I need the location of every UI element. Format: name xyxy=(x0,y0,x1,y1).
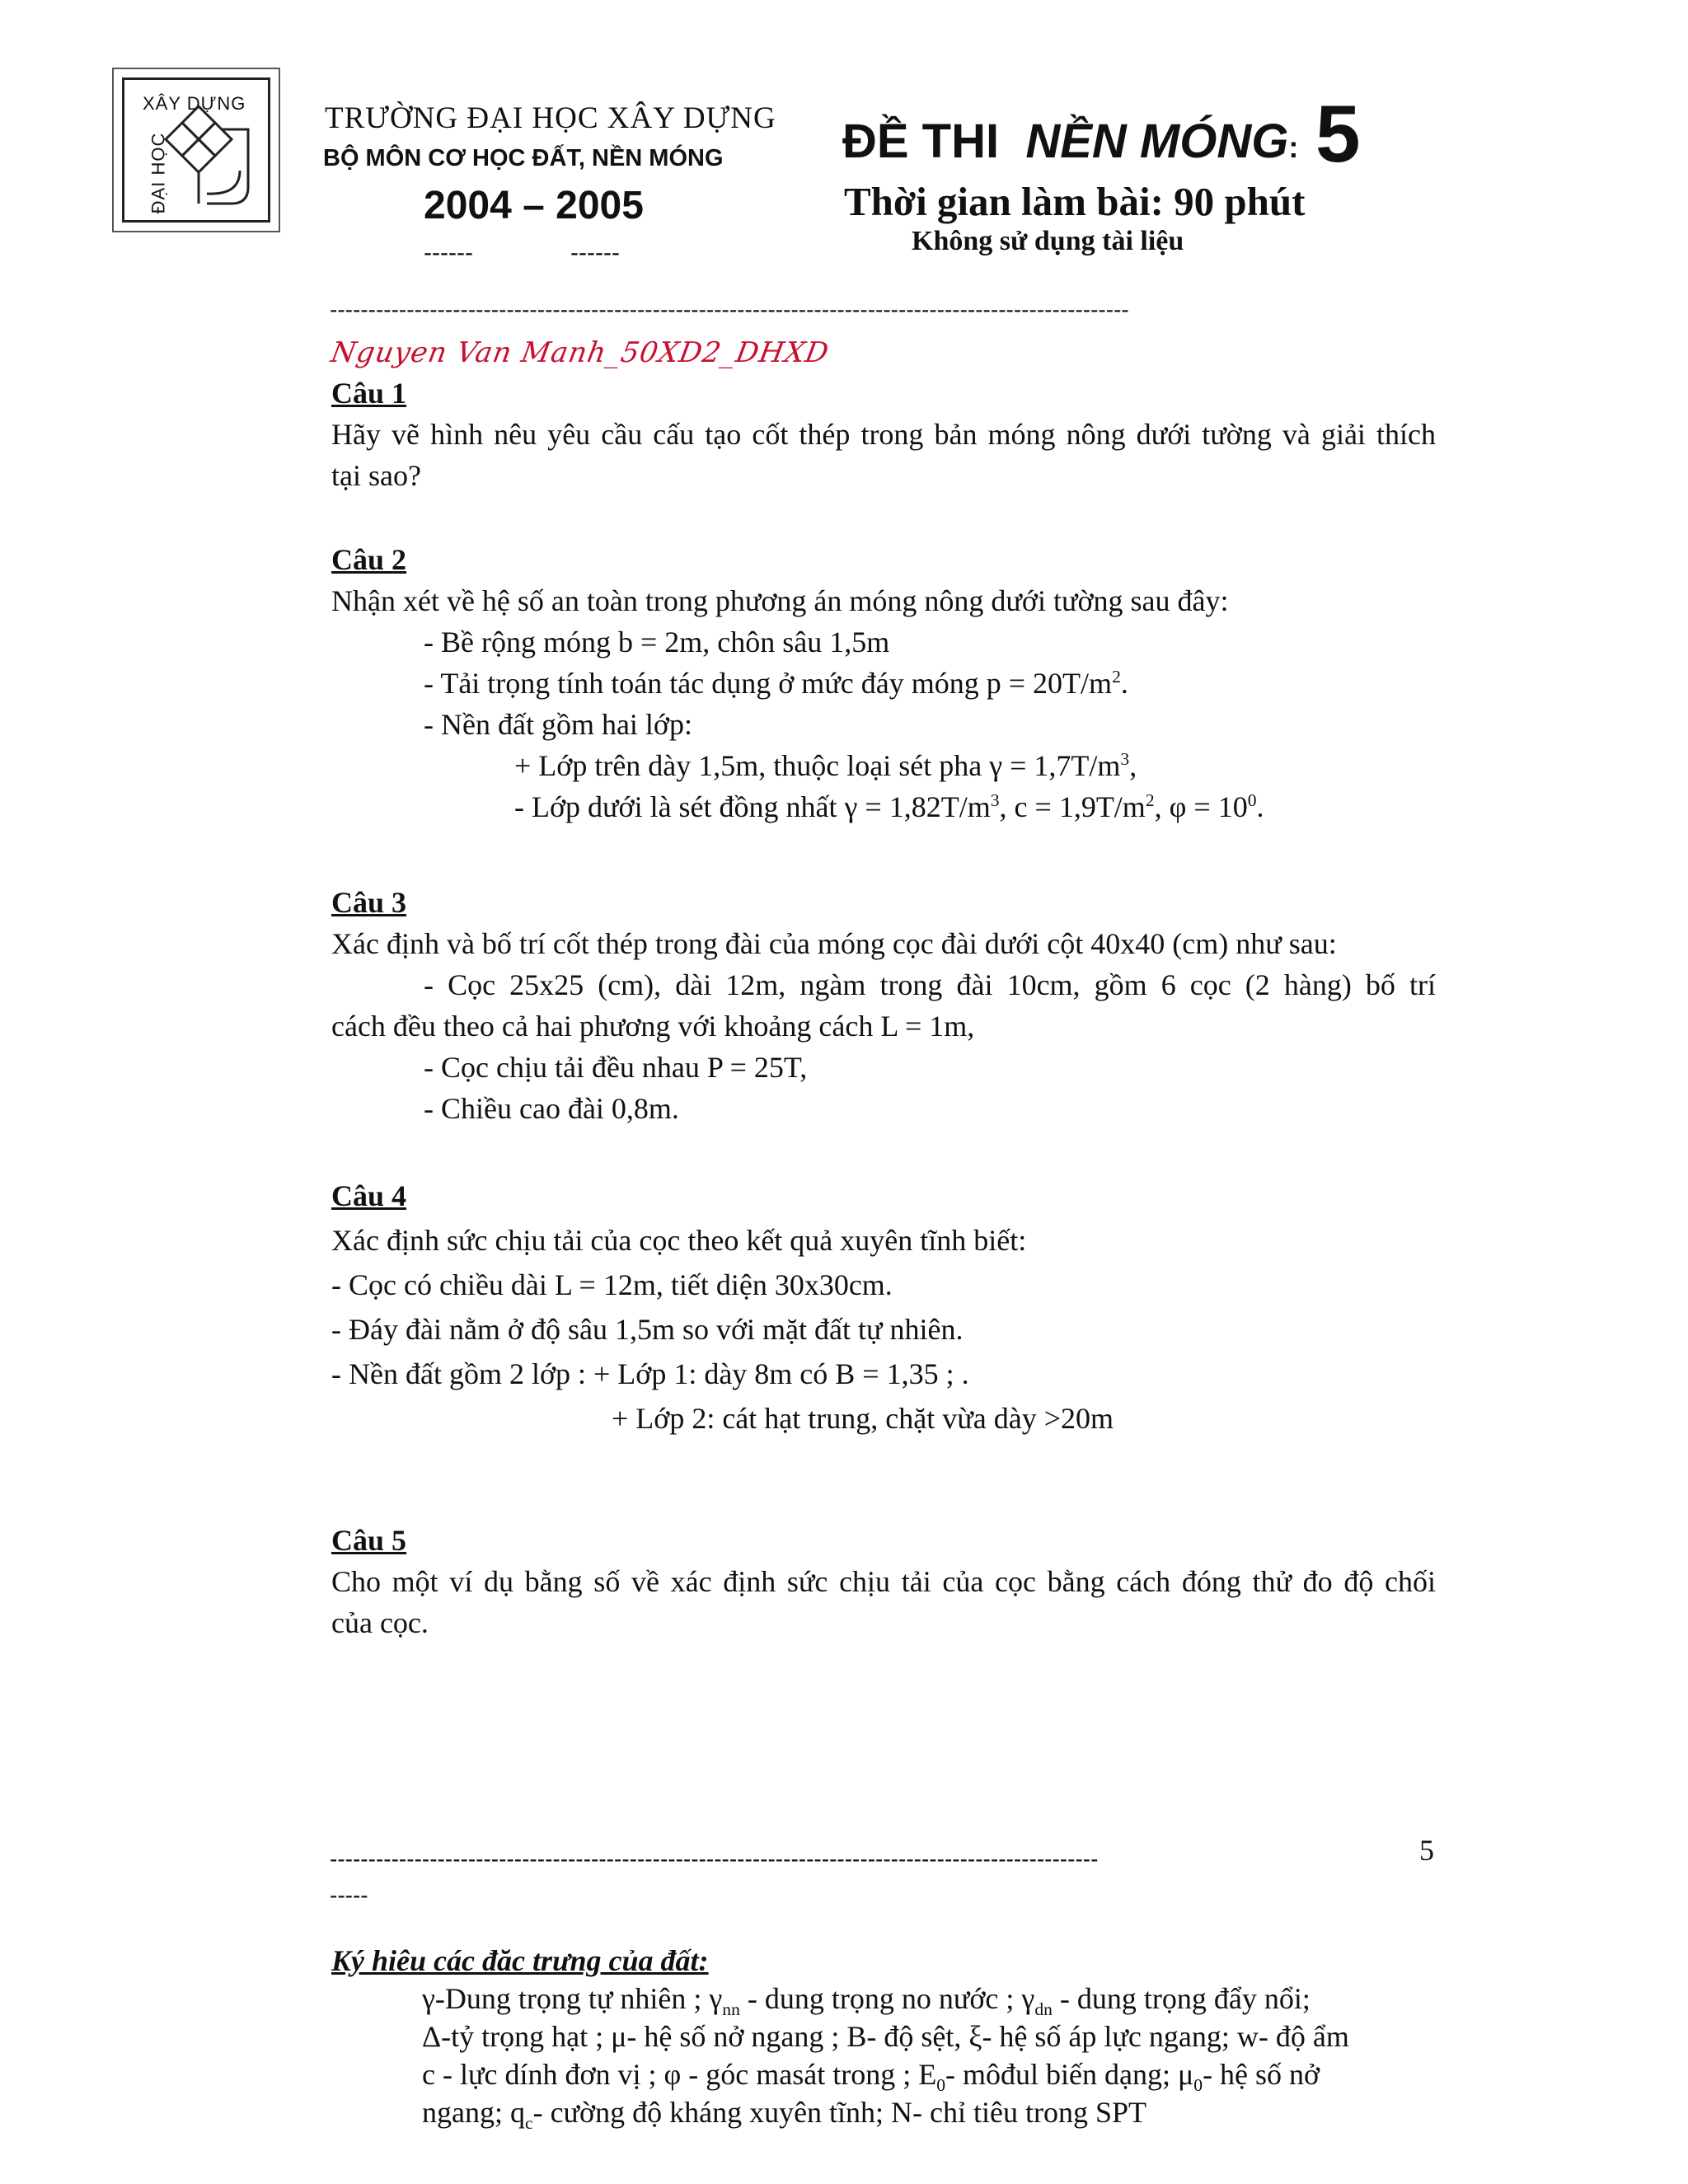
question-4-item-4: + Lớp 2: cát hạt trung, chặt vừa dày >20m xyxy=(612,1402,1114,1435)
question-2-item-1: - Bề rộng móng b = 2m, chôn sâu 1,5m xyxy=(424,626,890,658)
question-3-item-3: - Chiều cao đài 0,8m. xyxy=(424,1092,679,1125)
footer-separator: ---------------------------------------------------------------------------------------------------- xyxy=(330,1846,1099,1872)
question-2-layer-1-end: , xyxy=(1129,749,1137,782)
question-2-layer-2 xyxy=(331,786,1264,827)
logo-emblem-icon xyxy=(124,80,273,225)
question-2-layer-2-text-a: - Lớp dưới là sét đồng nhất γ = 1,82T/m xyxy=(514,790,991,823)
question-2-layer-2-end: . xyxy=(1256,790,1264,823)
exam-subject: NỀN MÓNG xyxy=(1025,115,1289,168)
legend-line-1-b: - dung trọng no nước ; γ xyxy=(739,1982,1035,2015)
question-2 xyxy=(331,539,1264,827)
exam-colon: : xyxy=(1288,130,1299,164)
question-2-title: Câu 2 xyxy=(331,543,407,576)
legend-line-4-sub: c xyxy=(524,2113,533,2134)
question-2-item-2-sup: 2 xyxy=(1112,667,1121,687)
question-2-layer-1-sup: 3 xyxy=(1120,749,1130,769)
legend-title: Ký hiêu các đăc trưng của đất: xyxy=(331,1944,709,1977)
legend-line-3-c: - hệ số nở xyxy=(1203,2058,1320,2091)
legend-line-1-a: γ-Dung trọng tự nhiên ; γ xyxy=(422,1982,723,2015)
logo-top-text: XÂY DỰNG xyxy=(143,93,246,114)
question-5-line-2: của cọc. xyxy=(331,1606,429,1639)
question-2-layer-2-sup-3: 0 xyxy=(1247,790,1257,810)
legend-line-4-a: ngang; q xyxy=(422,2096,525,2129)
question-2-layer-2-sup-2: 2 xyxy=(1145,790,1155,810)
school-name: TRƯỜNG ĐẠI HỌC XÂY DỰNG xyxy=(325,101,776,135)
university-logo xyxy=(112,68,280,232)
question-5-line-1: Cho một ví dụ bằng số về xác định sức chịu tải của cọc bằng cách đóng thử đo độ chối xyxy=(331,1565,1436,1598)
question-2-layer-1-text: + Lớp trên dày 1,5m, thuộc loại sét pha γ = 1,7T/m xyxy=(514,749,1121,782)
question-3 xyxy=(331,882,1436,1129)
legend-line-1-sub-1: nn xyxy=(722,1999,740,2020)
footer-separator-tail: ----- xyxy=(330,1882,368,1908)
question-2-layer-2-text-c: , φ = 10 xyxy=(1154,790,1248,823)
logo-side-text: ĐẠI HỌC xyxy=(148,132,169,214)
academic-year: 2004 – 2005 xyxy=(424,184,644,227)
question-2-layer-1 xyxy=(331,745,1264,786)
legend-line-4 xyxy=(422,2095,1147,2134)
legend-line-1 xyxy=(422,1981,1311,2020)
question-4-title: Câu 4 xyxy=(331,1179,407,1212)
exam-title xyxy=(842,114,1298,169)
question-2-item-2 xyxy=(331,663,1264,704)
legend-line-3-b: - môđul biến dạng; μ xyxy=(945,2058,1194,2091)
exam-number: 5 xyxy=(1315,88,1361,179)
question-4-item-2: - Đáy đài nằm ở độ sâu 1,5m so với mặt đất tự nhiên. xyxy=(331,1313,964,1346)
question-2-intro: Nhận xét về hệ số an toàn trong phương án móng nông dưới tường sau đây: xyxy=(331,584,1229,617)
question-1 xyxy=(331,373,1436,496)
exam-no-documents: Không sử dụng tài liệu xyxy=(912,226,1184,256)
question-2-item-3: - Nền đất gồm hai lớp: xyxy=(424,708,692,741)
legend-line-4-b: - cường độ kháng xuyên tĩnh; N- chỉ tiêu trong SPT xyxy=(532,2096,1147,2129)
legend-line-3-a: c - lực dính đơn vị ; φ - góc masát trong ; E xyxy=(422,2058,937,2091)
question-4-item-3: - Nền đất gồm 2 lớp : + Lớp 1: dày 8m có B = 1,35 ; . xyxy=(331,1357,969,1390)
question-3-item-2: - Cọc chịu tải đều nhau P = 25T, xyxy=(424,1051,808,1084)
exam-duration: Thời gian làm bài: 90 phút xyxy=(844,179,1306,224)
exam-prefix: ĐỀ THI xyxy=(842,115,1000,168)
header-separator: -------------------------------------------------------------------------------------------------------- xyxy=(330,297,1129,322)
question-5 xyxy=(331,1520,1436,1643)
page-number: 5 xyxy=(1419,1834,1434,1867)
question-4-item-1: - Cọc có chiều dài L = 12m, tiết diện 30x30cm. xyxy=(331,1268,893,1301)
question-3-item-1b: cách đều theo cả hai phương với khoảng cách L = 1m, xyxy=(331,1010,975,1043)
question-1-title: Câu 1 xyxy=(331,377,407,410)
logo-frame xyxy=(122,77,270,223)
question-2-layer-2-text-b: , c = 1,9T/m xyxy=(999,790,1146,823)
department-name: BỘ MÔN CƠ HỌC ĐẤT, NỀN MÓNG xyxy=(323,145,724,171)
question-1-line-1: Hãy vẽ hình nêu yêu cầu cấu tạo cốt thép trong bản móng nông dưới tường và giải thích xyxy=(331,418,1436,451)
legend-line-3-sub-2: 0 xyxy=(1193,2075,1203,2096)
question-5-title: Câu 5 xyxy=(331,1524,407,1557)
author-signature: Nguyen Van Manh_50XD2_DHXD xyxy=(328,336,832,369)
header-dash-right: ------ xyxy=(570,239,620,266)
legend-line-1-c: - dung trọng đẩy nổi; xyxy=(1052,1982,1311,2015)
legend-line-3-sub-1: 0 xyxy=(936,2075,945,2096)
question-3-intro: Xác định và bố trí cốt thép trong đài của móng cọc đài dưới cột 40x40 (cm) như sau: xyxy=(331,927,1337,960)
question-2-item-2-text: - Tải trọng tính toán tác dụng ở mức đáy móng p = 20T/m xyxy=(424,667,1113,700)
question-3-title: Câu 3 xyxy=(331,886,407,919)
question-2-layer-2-sup-1: 3 xyxy=(990,790,1000,810)
question-3-item-1a: - Cọc 25x25 (cm), dài 12m, ngàm trong đài 10cm, gồm 6 cọc (2 hàng) bố trí xyxy=(424,968,1436,1001)
legend-line-3 xyxy=(422,2057,1320,2096)
question-4-intro: Xác định sức chịu tải của cọc theo kết quả xuyên tĩnh biết: xyxy=(331,1224,1027,1257)
legend-line-2: Δ-tỷ trọng hạt ; μ- hệ số nở ngang ; B- độ sệt, ξ- hệ số áp lực ngang; w- độ ẩm xyxy=(422,2020,1349,2053)
question-4 xyxy=(331,1174,1114,1441)
legend-line-1-sub-2: dn xyxy=(1034,1999,1053,2020)
question-1-line-2: tại sao? xyxy=(331,459,421,492)
question-2-item-2-end: . xyxy=(1120,667,1128,700)
header-dash-left: ------ xyxy=(424,239,473,266)
